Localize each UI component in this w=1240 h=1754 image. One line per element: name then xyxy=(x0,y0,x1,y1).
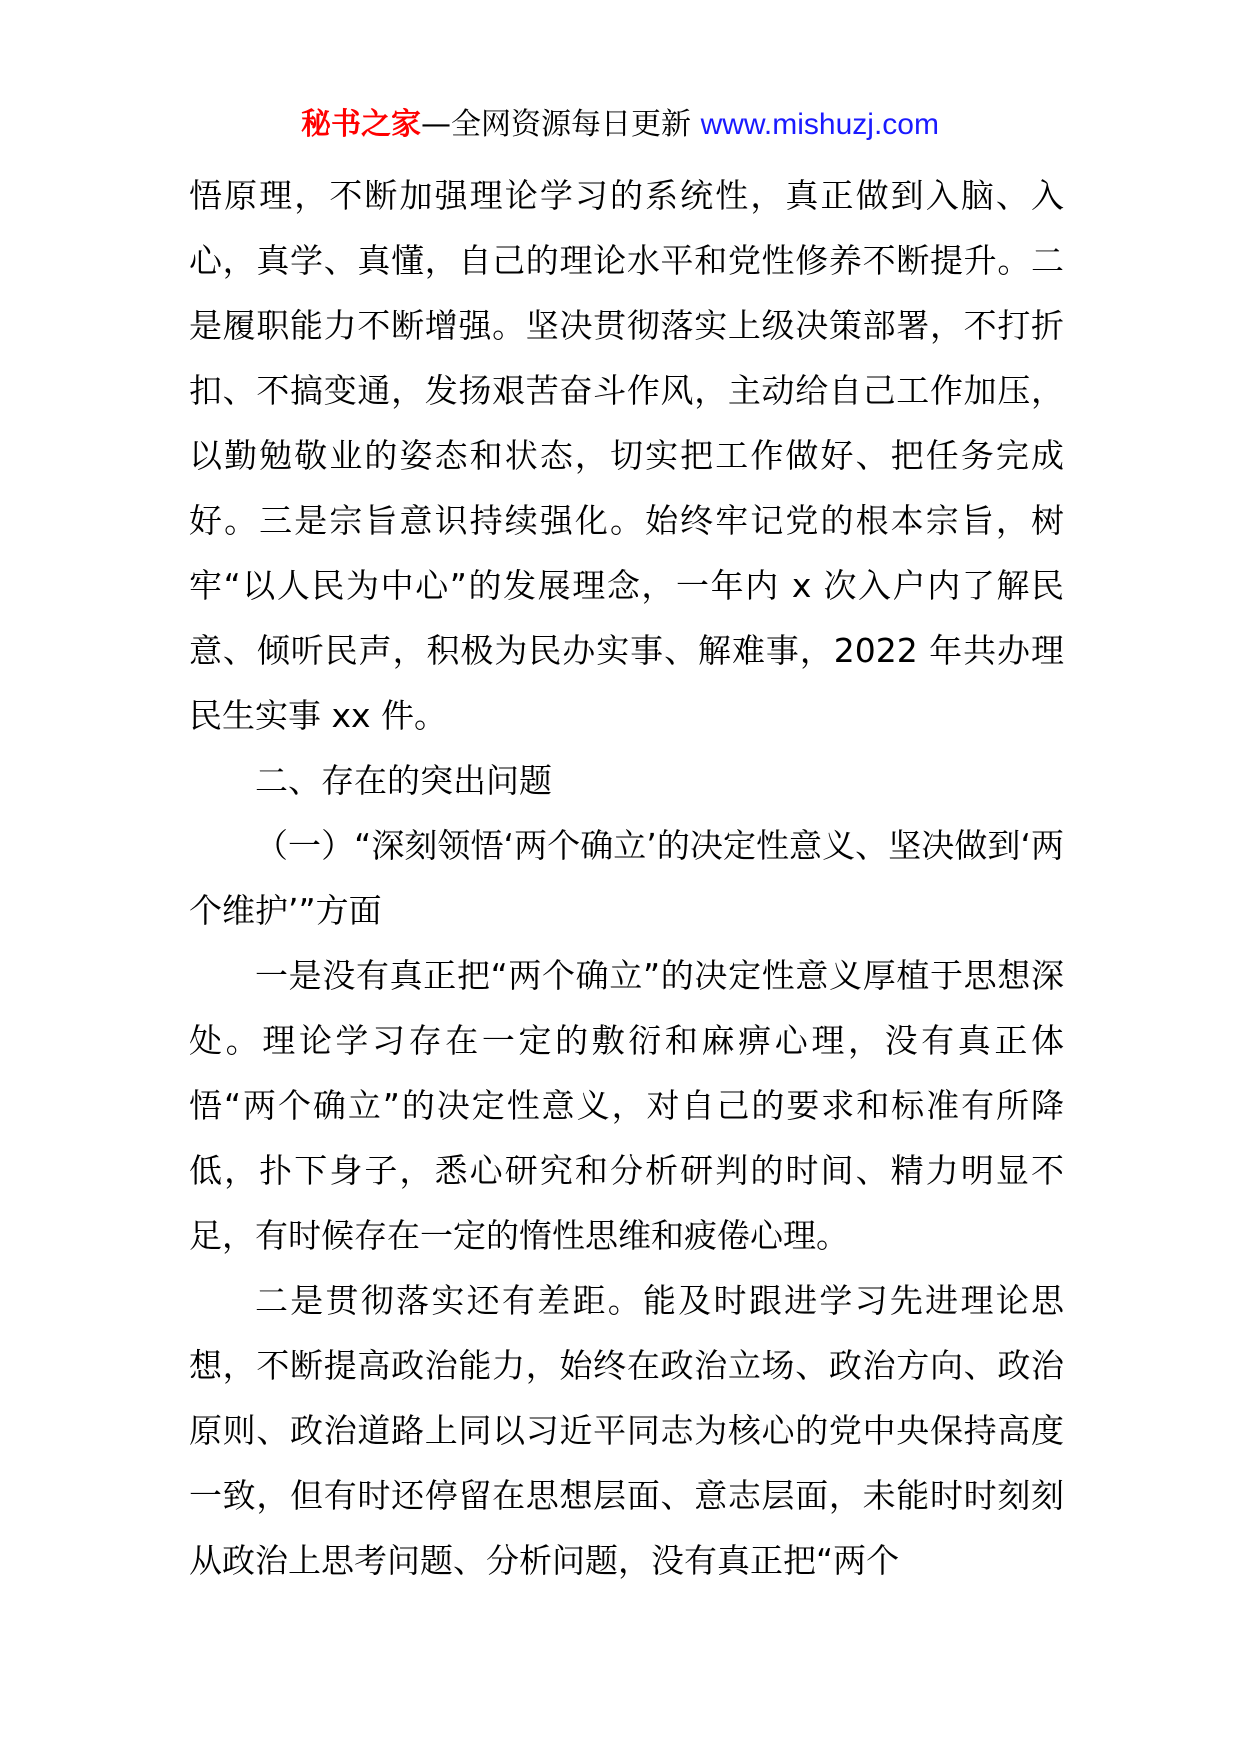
subsection-heading: （一）“深刻领悟‘两个确立’的决定性意义、坚决做到‘两个维护’”方面 xyxy=(189,826,1064,930)
brand-name: 秘书之家 xyxy=(301,107,422,142)
section-heading: 二、存在的突出问题 xyxy=(255,761,552,800)
document-body xyxy=(189,163,1064,1593)
site-url-link[interactable]: www.mishuzj.com xyxy=(700,108,939,141)
header-tagline: —全网资源每日更新 xyxy=(421,107,701,142)
page-header xyxy=(0,100,1240,150)
paragraph-issue-two: 二是贯彻落实还有差距。能及时跟进学习先进理论思想，不断提高政治能力，始终在政治立场、政治方向、政治原则、政治道路上同以习近平同志为核心的党中央保持高度一致，但有时还停留在思想层面、意志层面，未能时时刻刻从政治上思考问题、分析问题，没有真正把“两个 xyxy=(189,1281,1064,1580)
paragraph-issue-one: 一是没有真正把“两个确立”的决定性意义厚植于思想深处。理论学习存在一定的敷衍和麻痹心理，没有真正体悟“两个确立”的决定性意义，对自己的要求和标准有所降低，扑下身子，悉心研究和分析研判的时间、精力明显不足，有时候存在一定的惰性思维和疲倦心理。 xyxy=(189,956,1064,1255)
paragraph-continuation: 悟原理，不断加强理论学习的系统性，真正做到入脑、入心，真学、真懂，自己的理论水平和党性修养不断提升。二是履职能力不断增强。坚决贯彻落实上级决策部署，不打折扣、不搞变通，发扬艰苦奋斗作风，主动给自己工作加压，以勤勉敬业的姿态和状态，切实把工作做好、把任务完成好。三是宗旨意识持续强化。始终牢记党的根本宗旨，树牢“以人民为中心”的发展理念，一年内 x 次入户内了解民意、倾听民声，积极为民办实事、解难事，2022 年共办理民生实事 xx 件。 xyxy=(189,176,1064,735)
